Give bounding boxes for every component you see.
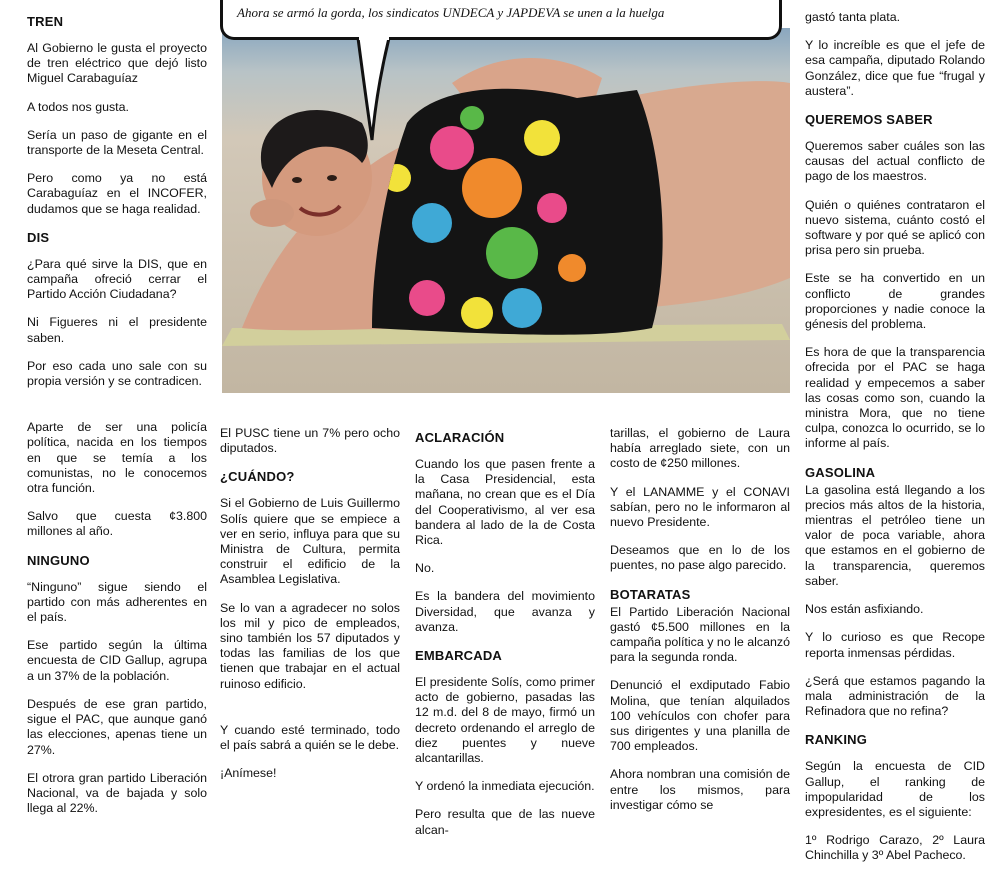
paragraph: Denunció el exdiputado Fabio Molina, que tenían alquilados 100 vehículos con chofer para sus dirigentes y una planilla de 700 empleados. [610, 678, 790, 754]
paragraph: Por eso cada uno sale con su propia versión y se contradicen. [27, 358, 207, 389]
column-4 [610, 426, 790, 826]
paragraph: 1º Rodrigo Carazo, 2º Laura Chinchilla y 3º Abel Pacheco. [805, 833, 985, 863]
paragraph: Deseamos que en lo de los puentes, no pase algo parecido. [610, 543, 790, 573]
beach-photo [222, 28, 790, 393]
paragraph: ¿Para qué sirve la DIS, que en campaña ofreció cerrar el Partido Acción Ciudadana? [27, 256, 207, 302]
paragraph: Según la encuesta de CID Gallup, el ranking de impopularidad de los expresidentes, es el siguiente: [805, 759, 985, 819]
paragraph: Y lo increíble es que el jefe de esa campaña, diputado Rolando González, dice que fue “frugal y austera”. [805, 38, 985, 98]
column-1 [27, 10, 207, 829]
heading-embarcada: EMBARCADA [415, 648, 503, 664]
paragraph: Después de ese gran partido, sigue el PAC, que aunque ganó las elecciones, apenas tiene un 27%. [27, 696, 207, 757]
paragraph: Es hora de que la transparencia ofrecida por el PAC se haga realidad y empecemos a saber las cosas como son, cuando la ministra Mora, que no tiene culpa, conozca lo ocurrido, se lo informe al país. [805, 345, 985, 451]
paragraph: Pero como ya no está Carabaguíaz en el INCOFER, dudamos que se haga realidad. [27, 171, 207, 216]
beach-photo-illustration [222, 28, 790, 393]
paragraph: Pero resulta que de las nueve alcan- [415, 807, 595, 837]
heading-aclaracion: ACLARACIÓN [415, 430, 505, 445]
heading-gasolina: GASOLINA [805, 464, 876, 480]
paragraph: Y el LANAMME y el CONAVI sabían, pero no le informaron al nuevo Presidente. [610, 484, 790, 530]
paragraph: Al Gobierno le gusta el proyecto de tren eléctrico que dejó listo Miguel Carabaguíaz [27, 41, 207, 86]
paragraph: No. [415, 561, 435, 576]
paragraph: Aparte de ser una policía política, nacida en los tiempos en que se temía a los comunistas, no le conocemos otra función. [27, 420, 207, 496]
paragraph: Se lo van a agradecer no solos los mil y pico de empleados, sino también los 57 diputados y todas las familias de los que tienen que trabajar en el actual ruinoso edificio. [220, 600, 400, 691]
column-3 [415, 426, 595, 851]
paragraph: gastó tanta plata. [805, 10, 901, 24]
paragraph: Si el Gobierno de Luis Guillermo Solís quiere que se empiece a ver en serio, influya para que su Ministra de Cultura, permita construir el edificio de la Asamblea Legislativa. [220, 496, 400, 587]
column-5 [805, 10, 985, 877]
paragraph: Este se ha convertido en un conflicto de grandes proporciones y nadie conoce la génesis del problema. [805, 271, 985, 332]
heading-dis: DIS [27, 229, 50, 245]
paragraph: Es la bandera del movimiento Diversidad, que avanza y avanza. [415, 589, 595, 634]
paragraph: Ni Figueres ni el presidente saben. [27, 315, 207, 345]
paragraph: El otrora gran partido Liberación Nacional, va de bajada y solo llega al 22%. [27, 770, 207, 816]
speech-bubble-tail [355, 36, 395, 144]
paragraph: Cuando los que pasen frente a la Casa Presidencial, esta mañana, no crean que es el Día del Cooperativismo, al ver esa bandera al lado de la de Costa Rica. [415, 457, 595, 548]
paragraph: Y cuando esté terminado, todo el país sabrá a quién se le debe. [220, 722, 400, 753]
heading-queremos-saber: QUEREMOS SABER [805, 112, 933, 128]
heading-cuando: ¿CUÁNDO? [220, 469, 295, 485]
paragraph: Queremos saber cuáles son las causas del actual conflicto de pago de los maestros. [805, 139, 985, 184]
speech-bubble [220, 0, 782, 40]
heading-ninguno: NINGUNO [27, 552, 90, 568]
heading-ranking: RANKING [805, 732, 868, 748]
paragraph: “Ninguno” sigue siendo el partido con más adherentes en el país. [27, 579, 207, 625]
paragraph: Ahora nombran una comisión de entre los mismos, para investigar cómo se [610, 767, 790, 812]
paragraph: ¡Anímese! [220, 766, 277, 781]
paragraph: tarillas, el gobierno de Laura había arreglado siete, con un costo de ¢250 millones. [610, 426, 790, 471]
paragraph: El Partido Liberación Nacional gastó ¢5.500 millones en la campaña política y no le alcanzó para la segunda ronda. [610, 604, 790, 665]
paragraph: Sería un paso de gigante en el transporte de la Meseta Central. [27, 127, 207, 158]
column-2 [220, 426, 400, 794]
paragraph: El presidente Solís, como primer acto de gobierno, pasadas las 12 m.d. del 8 de mayo, firmó un decreto ordenando el arreglo de diez puentes y nueve alcantarillas. [415, 675, 595, 766]
heading-tren: TREN [27, 14, 64, 29]
spacer [220, 705, 400, 723]
paragraph: Quién o quiénes contrataron el nuevo sistema, cuánto costó el software y por qué se aplicó con prisa pero sin prueba. [805, 197, 985, 258]
speech-bubble-text: Ahora se armó la gorda, los sindicatos UNDECA y JAPDEVA se unen a la huelga [237, 5, 665, 20]
paragraph: A todos nos gusta. [27, 99, 129, 114]
heading-botaratas: BOTARATAS [610, 586, 691, 602]
paragraph: ¿Será que estamos pagando la mala administración de la Refinadora que no refina? [805, 673, 985, 719]
paragraph: Y lo curioso es que Recope reporta inmensas pérdidas. [805, 630, 985, 660]
paragraph: Nos están asfixiando. [805, 602, 924, 617]
paragraph: Ese partido según la última encuesta de CID Gallup, agrupa a un 37% de la población. [27, 638, 207, 683]
paragraph: El PUSC tiene un 7% pero ocho diputados. [220, 426, 400, 456]
paragraph: Y ordenó la inmediata ejecución. [415, 779, 595, 794]
paragraph: Salvo que cuesta ¢3.800 millones al año. [27, 509, 207, 539]
paragraph: La gasolina está llegando a los precios más altos de la historia, mientras el petróleo tiene un valor de poca variable, ahora que estamos en el gobierno de la transparencia, queremos saber. [805, 482, 985, 588]
spacer [27, 402, 207, 420]
